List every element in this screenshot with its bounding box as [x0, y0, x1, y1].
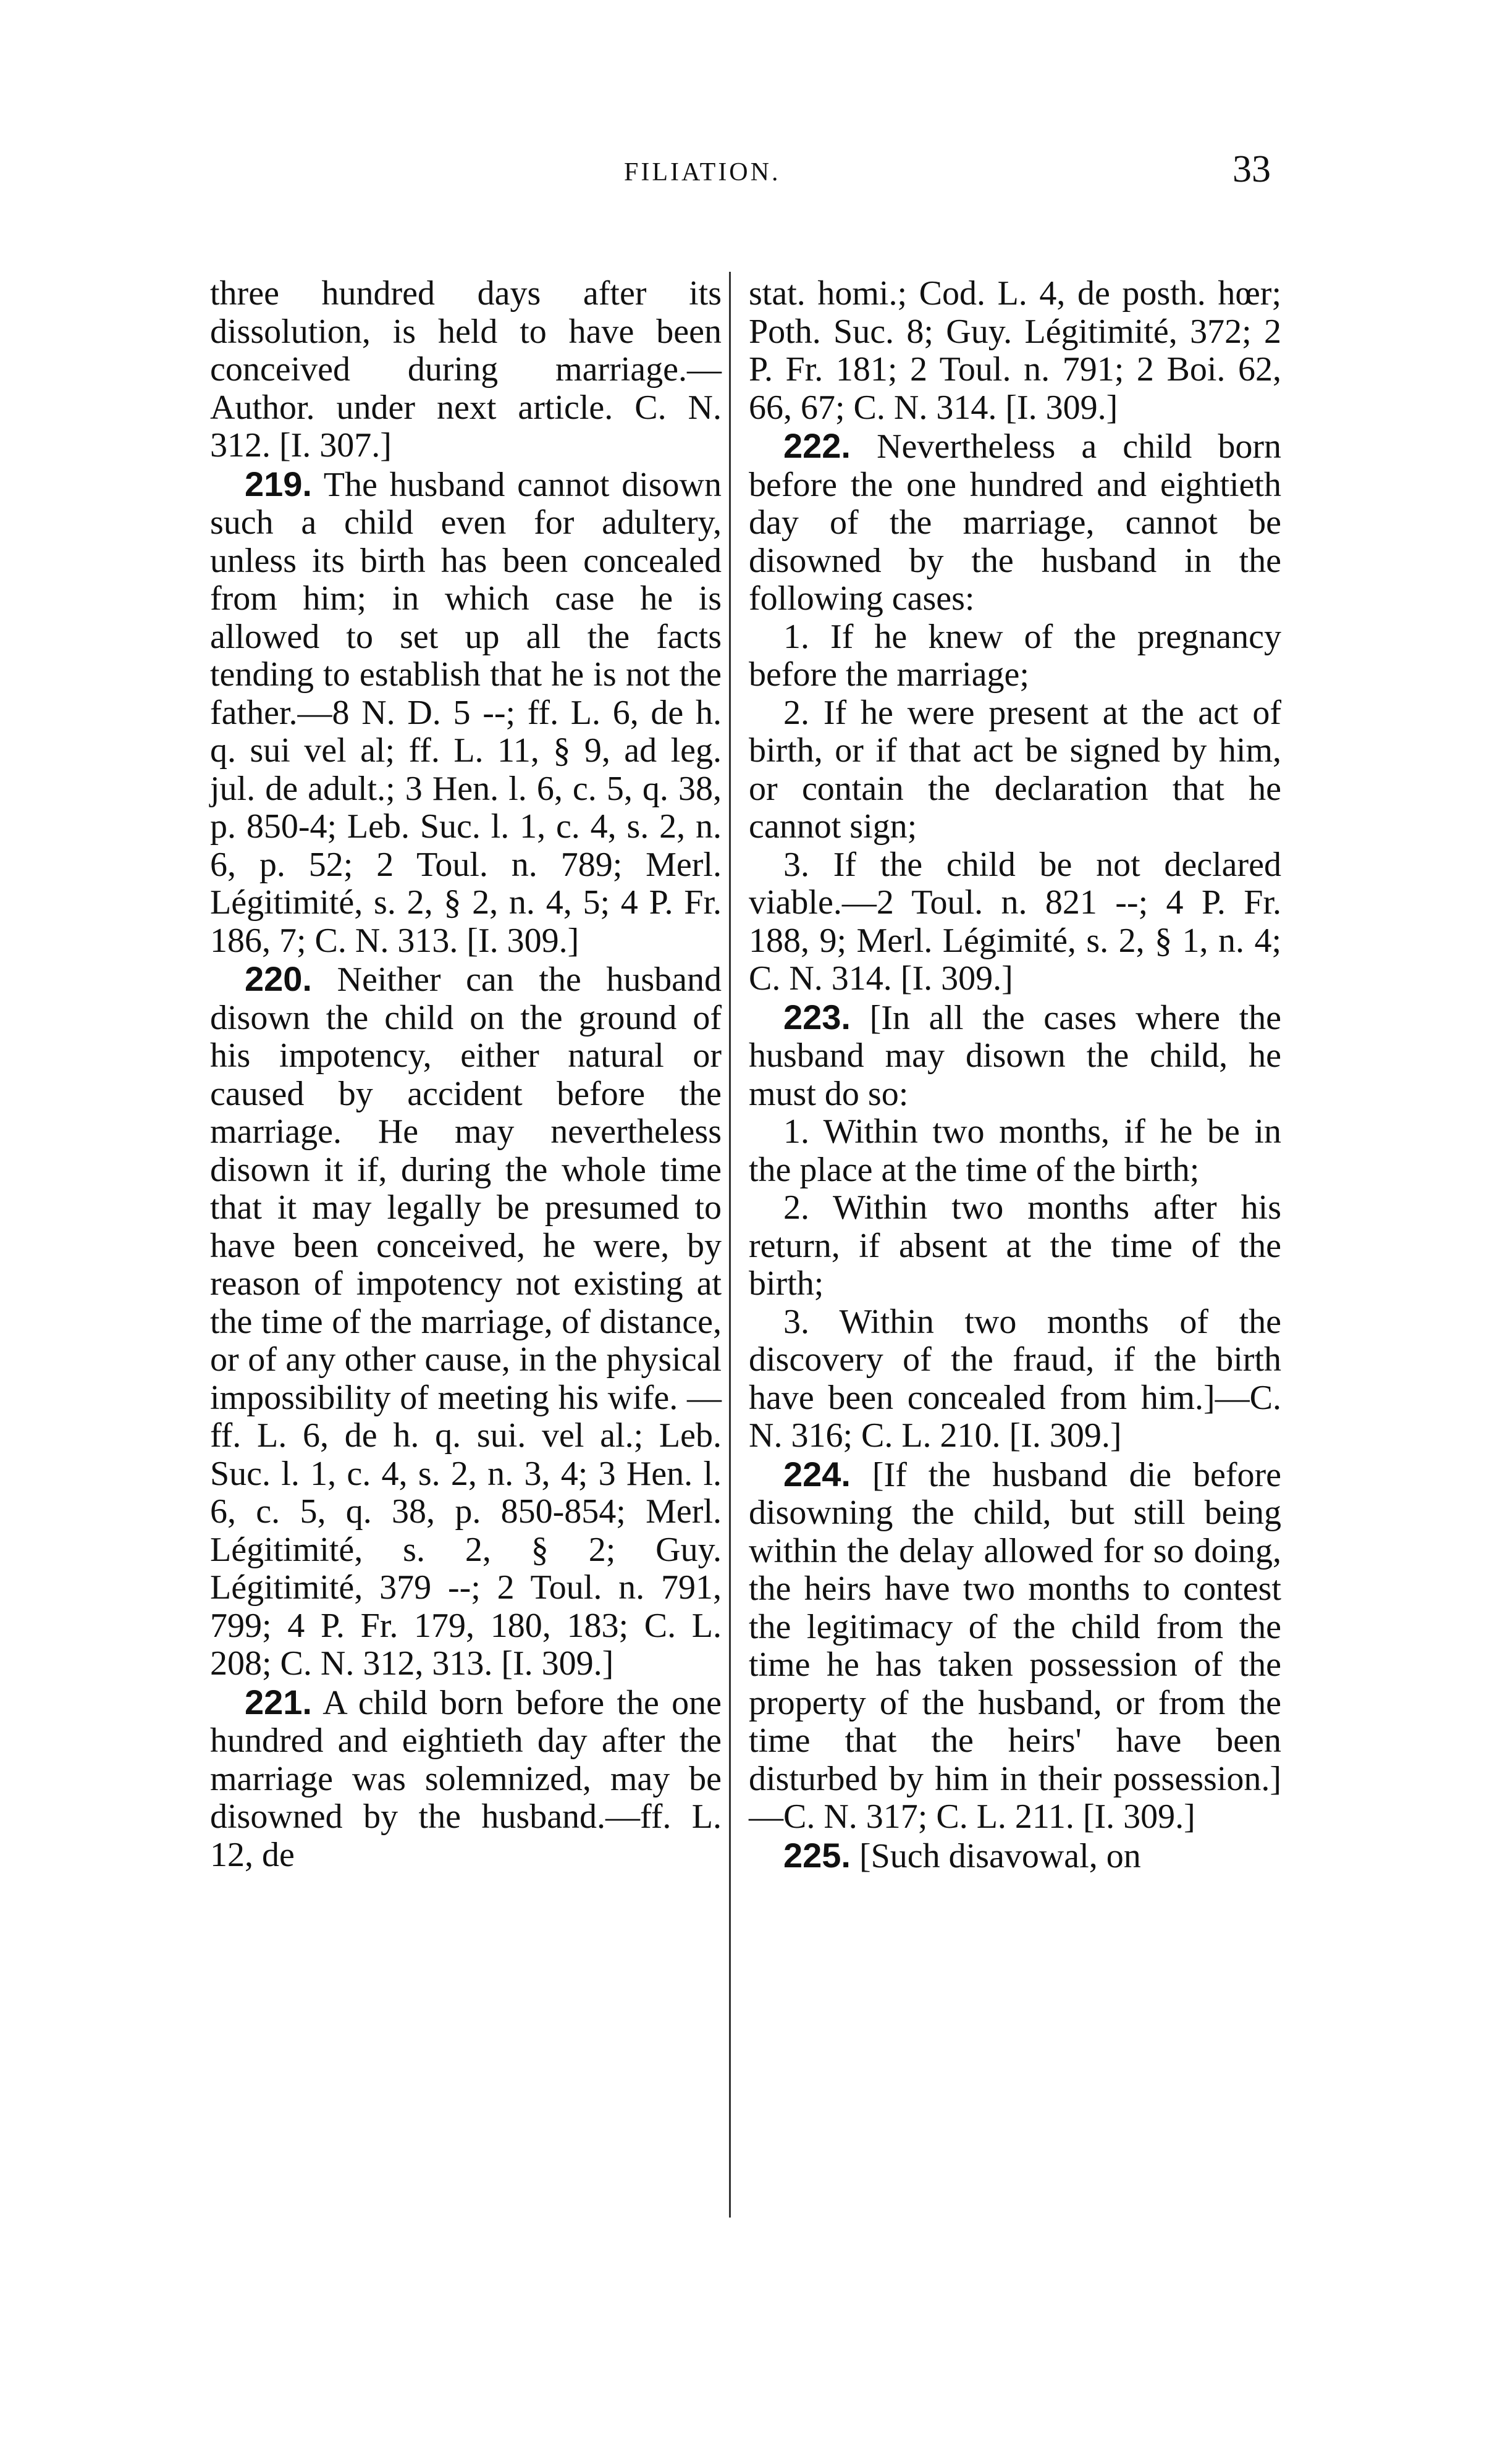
paragraph-text: Neither can the husband disown the child on the ground of his impotency, either natural or caused by accident before the marriage. He may nevertheless disown it if, during the whole time that it may legally be presumed to have been conceived, he were, by reason of impotency not existing at the time of the marriage, of distance, or of any other cause, in the physical impossibility of meeting his wife. —ff. L. 6, de h. q. sui. vel al.; Leb. Suc. l. 1, c. 4, s. 2, n. 3, 4; 3 Hen. l. 6, c. 5, q. 38, p. 850-854; Merl. Légitimité, s. 2, § 2; Guy. Légitimité, 379 --; 2 Toul. n. 791, 799; 4 P. Fr. 179, 180, 183; C. L. 208; C. N. 312, 313. [I. 309.]: [210, 961, 722, 1683]
article-number: 223.: [783, 997, 851, 1036]
list-item: [749, 846, 1281, 998]
paragraph-text: 1. Within two months, if he be in the place at the time of the birth;: [749, 1112, 1281, 1189]
paragraph-text: stat. homi.; Cod. L. 4, de posth. hœr; Poth. Suc. 8; Guy. Légitimité, 372; 2 P. Fr. 181; 2 Toul. n. 791; 2 Boi. 62, 66, 67; C. N. 314. [I. 309.]: [749, 274, 1281, 427]
paragraph-text: The husband cannot disown such a child even for adultery, unless its birth has been concealed from him; in which case he is allowed to set up all the facts tending to establish that he is not the father.—8 N. D. 5 --; ff. L. 6, de h. q. sui vel al; ff. L. 11, § 9, ad leg. jul. de adult.; 3 Hen. l. 6, c. 5, q. 38, p. 850-4; Leb. Suc. l. 1, c. 4, s. 2, n. 6, p. 52; 2 Toul. n. 789; Merl. Légitimité, s. 2, § 2, n. 4, 5; 4 P. Fr. 186, 7; C. N. 313. [I. 309.]: [210, 465, 722, 960]
article-paragraph: [749, 998, 1281, 1114]
page-header: [0, 148, 1500, 225]
page-number: 33: [1232, 148, 1271, 190]
paragraph-text: [Such disavowal, on: [851, 1836, 1141, 1875]
left-column: [210, 275, 722, 1874]
paragraph-text: 1. If he knew of the pregnancy before the marriage;: [749, 617, 1281, 694]
article-paragraph: [749, 1836, 1281, 1876]
article-number: 220.: [245, 959, 312, 998]
list-item: [749, 1189, 1281, 1303]
paragraph-text: Nevertheless a child born before the one hundred and eightieth day of the marriage, cannot be disowned by the husband in the following cases:: [749, 427, 1281, 618]
paragraph-text: three hundred days after its dissolution, is held to have been conceived during marriage.—Author. under next article. C. N. 312. [I. 307.]: [210, 274, 722, 465]
right-column: [749, 275, 1281, 1875]
list-item: [749, 618, 1281, 694]
list-item: [749, 694, 1281, 846]
paragraph-text: A child born before the one hundred and eightieth day after the marriage was solemnized, may be disowned by the husband.—ff. L. 12, de: [210, 1683, 722, 1874]
article-paragraph: [210, 1683, 722, 1875]
paragraph: [749, 275, 1281, 427]
article-number: 224.: [783, 1454, 851, 1494]
paragraph-text: [If the husband die before disowning the child, but still being within the delay allowed for so doing, the heirs have two months to contest the legitimacy of the child from the time he has taken possession of the property of the husband, or from the time that the heirs' have been disturbed by him in their possession.]—C. N. 317; C. L. 211. [I. 309.]: [749, 1455, 1281, 1836]
paragraph-text: 3. If the child be not declared viable.—2 Toul. n. 821 --; 4 P. Fr. 188, 9; Merl. Légimité, s. 2, § 1, n. 4; C. N. 314. [I. 309.]: [749, 845, 1281, 998]
article-number: 222.: [783, 426, 851, 465]
paragraph-text: 3. Within two months of the discovery of the fraud, if the birth have been concealed from him.]—C. N. 316; C. L. 210. [I. 309.]: [749, 1302, 1281, 1455]
article-number: 221.: [245, 1682, 312, 1722]
article-number: 219.: [245, 464, 312, 503]
running-title: FILIATION.: [624, 158, 781, 187]
list-item: [749, 1113, 1281, 1189]
article-paragraph: [210, 465, 722, 961]
article-paragraph: [210, 960, 722, 1683]
paragraph: [210, 275, 722, 465]
paragraph-text: 2. Within two months after his return, if absent at the time of the birth;: [749, 1188, 1281, 1303]
paragraph-text: 2. If he were present at the act of birth, or if that act be signed by him, or contain the declaration that he cannot sign;: [749, 693, 1281, 846]
article-paragraph: [749, 427, 1281, 618]
list-item: [749, 1303, 1281, 1455]
article-paragraph: [749, 1455, 1281, 1836]
paragraph-text: [In all the cases where the husband may disown the child, he must do so:: [749, 998, 1281, 1113]
column-divider: [729, 272, 731, 2218]
article-number: 225.: [783, 1835, 851, 1875]
